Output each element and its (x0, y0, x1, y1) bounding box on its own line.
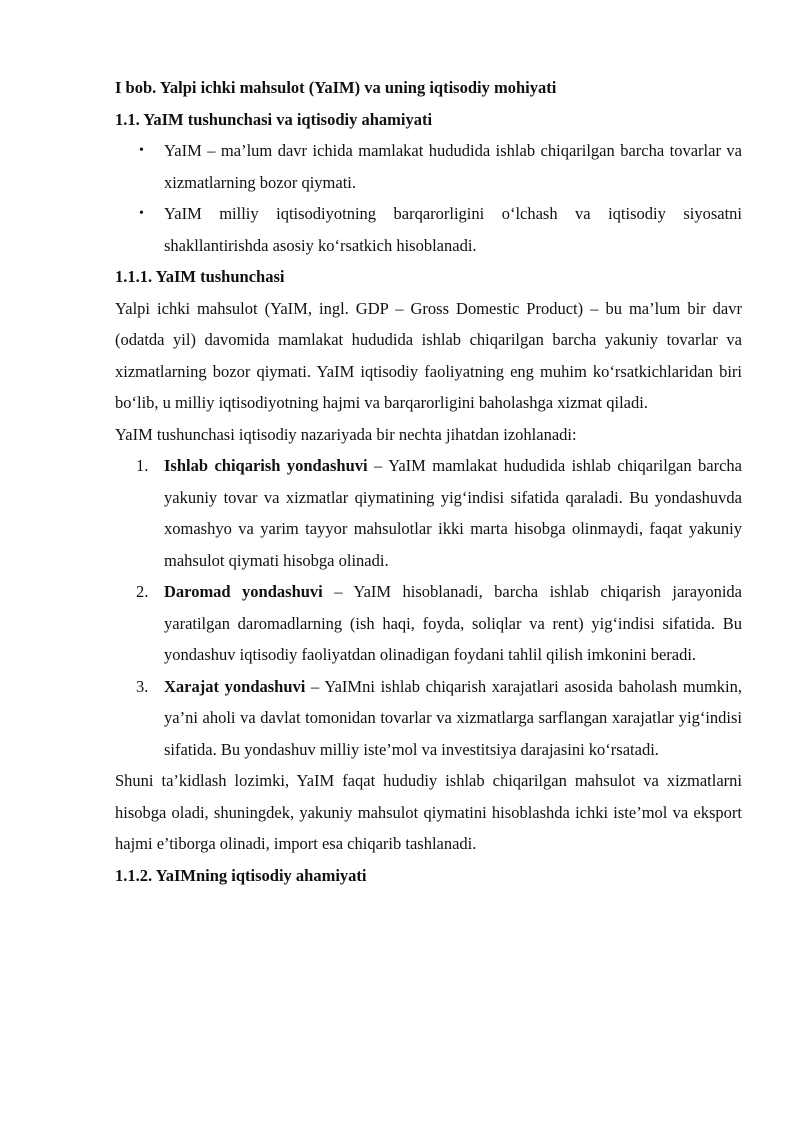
paragraph-definition: Yalpi ichki mahsulot (YaIM, ingl. GDP – Gross Domestic Product) – bu ma’lum bir davr (odatda yil) davomida mamlakat hududida ishlab chiqarilgan barcha yakuniy tovarlar va xizmatlarning bozor qiymati. YaIM iqtisodiy faoliyatning eng muhim ko‘rsatkichlaridan biri bo‘lib, u milliy iqtisodiyotning hajmi va barqarorligini baholashga xizmat qiladi. (115, 298, 742, 412)
approach-text: – YaIM hisoblanadi, barcha ishlab chiqarish jarayonida yaratilgan daromadlarning (ish haqi, foyda, soliqlar va rent) yig‘indisi sifatida. Bu yondashuv iqtisodiy faoliyatdan olinadigan foydani tahlil qilish imkonini beradi. (164, 582, 742, 664)
bullet-icon: • (139, 206, 144, 221)
approach-term: Daromad yondashuvi (164, 582, 323, 601)
approach-term: Xarajat yondashuvi (164, 676, 306, 696)
bullet-text: YaIM – ma’lum davr ichida mamlakat hududida ishlab chiqarilgan barcha tovarlar va xizmatlarning bozor qiymati. (164, 141, 742, 192)
list-number: 2. (136, 582, 149, 601)
bullet-item (115, 135, 742, 198)
section-heading-1-1-2: 1.1.2. YaIMning iqtisodiy ahamiyati (115, 865, 367, 885)
list-item (115, 450, 742, 576)
chapter-title: I bob. Yalpi ichki mahsulot (YaIM) va uning iqtisodiy mohiyati (115, 78, 557, 97)
bullet-item (115, 198, 742, 261)
approach-text: – YaIM mamlakat hududida ishlab chiqarilgan barcha yakuniy tovar va xizmatlar qiymatining yig‘indisi sifatida qaraladi. Bu yondashuvda xomashyo va yarim tayyor mahsulotlar ikki marta hisobga olinmaydi, faqat yakuniy mahsulot qiymati hisobga olinadi. (164, 456, 743, 570)
bullet-icon: • (139, 143, 144, 158)
list-item (115, 671, 742, 766)
bullet-list (115, 135, 742, 261)
paragraph-intro: YaIM tushunchasi iqtisodiy nazariyada bir nechta jihatdan izohlanadi: (115, 424, 577, 444)
document-page (115, 72, 742, 891)
list-item (115, 576, 742, 671)
bullet-text: YaIM milliy iqtisodiyotning barqarorligini o‘lchash va iqtisodiy siyosatni shakllantirishda asosiy ko‘rsatkich hisoblanadi. (164, 204, 742, 255)
section-heading-1-1-1: 1.1.1. YaIM tushunchasi (115, 267, 285, 286)
approach-text: – YaIMni ishlab chiqarish xarajatlari asosida baholash mumkin, ya’ni aholi va davlat tomonidan tovarlar va xizmatlarga sarflangan xarajatlar yig‘indisi sifatida. Bu yondashuv milliy iste’mol va investitsiya darajasini ko‘rsatadi. (164, 676, 742, 759)
list-number: 3. (136, 676, 149, 696)
approaches-list (115, 450, 742, 765)
approach-term: Ishlab chiqarish yondashuvi (164, 456, 368, 475)
paragraph-note: Shuni ta’kidlash lozimki, YaIM faqat hududiy ishlab chiqarilgan mahsulot va xizmatlarni hisobga oladi, shuningdek, yakuniy mahsulot qiymatini hisoblashda ichki iste’mol va eksport hajmi e’tiborga olinadi, import esa chiqarib tashlanadi. (115, 771, 742, 853)
section-heading-1-1: 1.1. YaIM tushunchasi va iqtisodiy ahamiyati (115, 109, 433, 129)
list-number: 1. (136, 456, 149, 475)
